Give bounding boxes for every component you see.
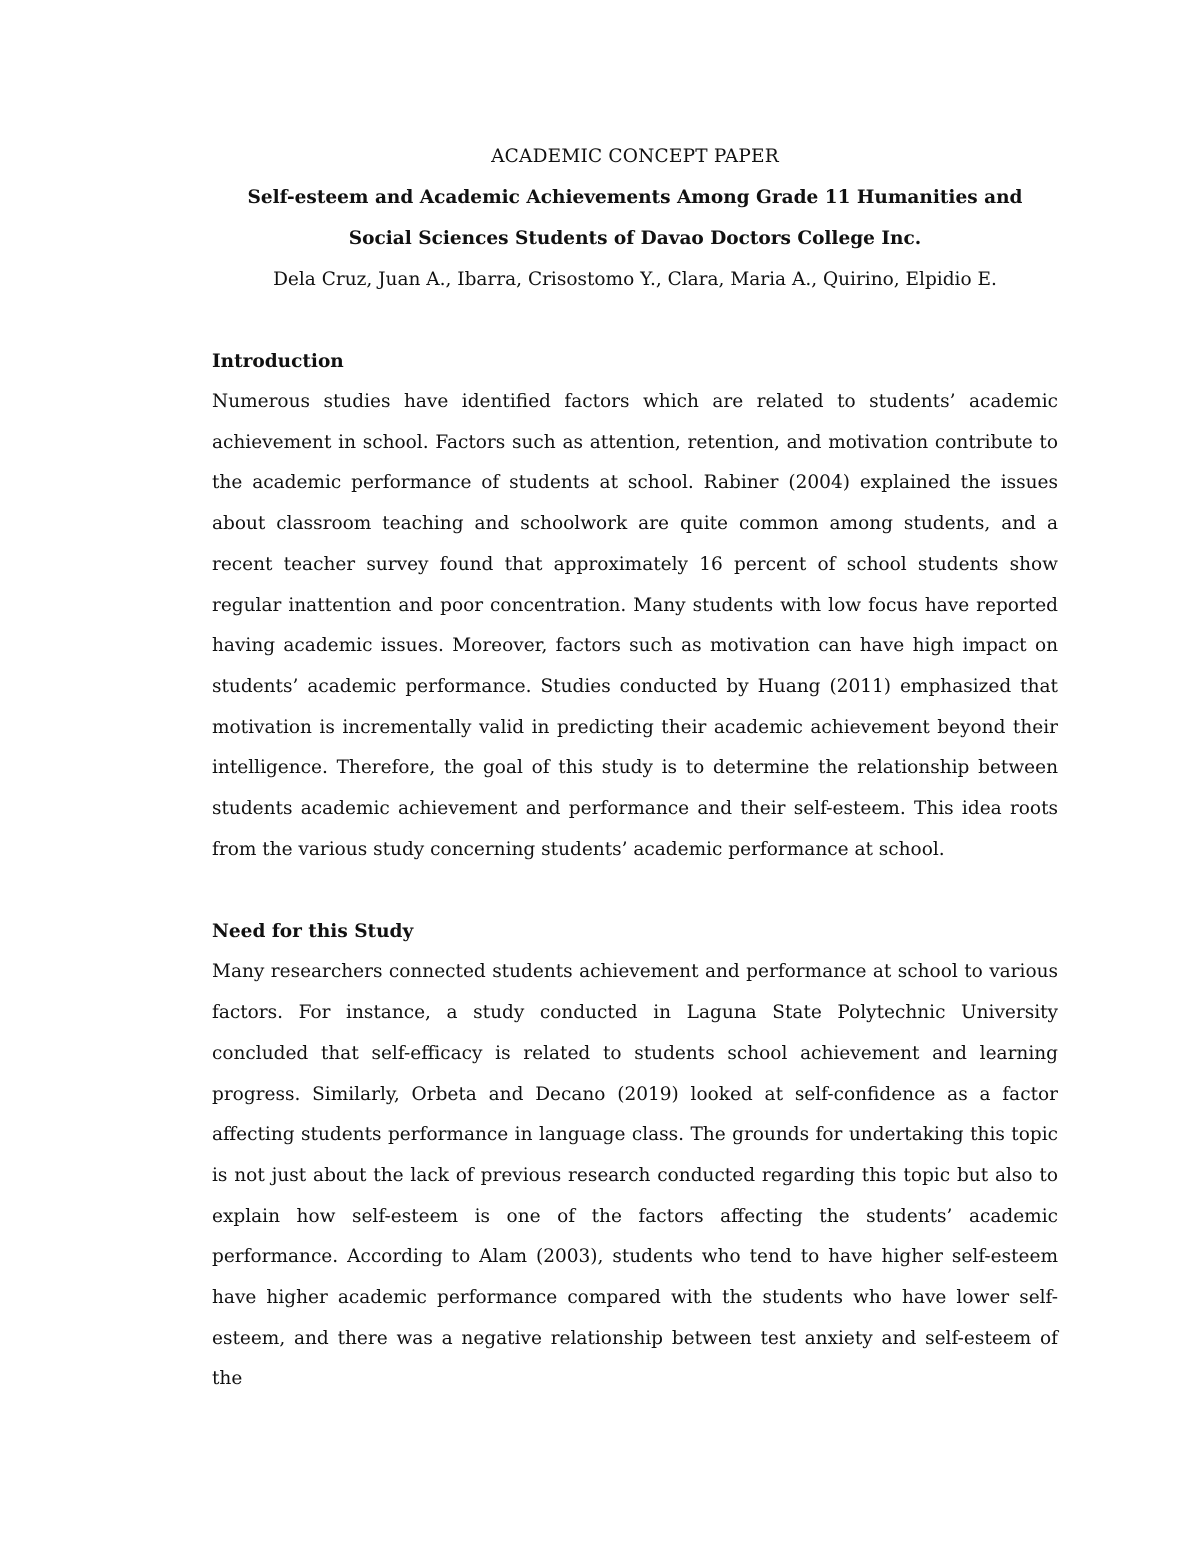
author-list: Dela Cruz, Juan A., Ibarra, Crisostomo Y., Clara, Maria A., Quirino, Elpidio E. [273, 269, 997, 290]
paper-title-line-1: Self-esteem and Academic Achievements Among Grade 11 Humanities and [247, 187, 1023, 208]
introduction-paragraph: Numerous studies have identified factors which are related to students’ academic achievement in school. Factors such as attention, retention, and motivation contribute to the academic performance of students at school. Rabiner (2004) explained the issues about classroom teaching and schoolwork are quite common among students, and a recent teacher survey found that approximately 16 percent of school students show regular inattention and poor concentration. Many students with low focus have reported having academic issues. Moreover, factors such as motivation can have high impact on students’ academic performance. Studies conducted by Huang (2011) emphasized that motivation is incrementally valid in predicting their academic achievement beyond their intelligence. Therefore, the goal of this study is to determine the relationship between students academic achievement and performance and their self-esteem. This idea roots from the various study concerning students’ academic performance at school. [212, 391, 1058, 860]
section-heading-need-for-study: Need for this Study [212, 921, 414, 943]
need-for-study-paragraph: Many researchers connected students achievement and performance at school to various factors. For instance, a study conducted in Laguna State Polytechnic University concluded that self-efficacy is related to students school achievement and learning progress. Similarly, Orbeta and Decano (2019) looked at self-confidence as a factor affecting students performance in language class. The grounds for undertaking this topic is not just about the lack of previous research conducted regarding this topic but also to explain how self-esteem is one of the factors affecting the students’ academic performance. According to Alam (2003), students who tend to have higher self-esteem have higher academic performance compared with the students who have lower self-esteem, and there was a negative relationship between test anxiety and self-esteem of the [212, 961, 1058, 1390]
section-spacer [212, 870, 1058, 911]
document-page [212, 137, 1058, 1400]
document-type-label: ACADEMIC CONCEPT PAPER [491, 146, 779, 167]
paper-title-line-2: Social Sciences Students of Davao Doctors College Inc. [348, 228, 922, 249]
section-spacer [212, 300, 1058, 341]
section-heading-introduction: Introduction [212, 351, 344, 372]
